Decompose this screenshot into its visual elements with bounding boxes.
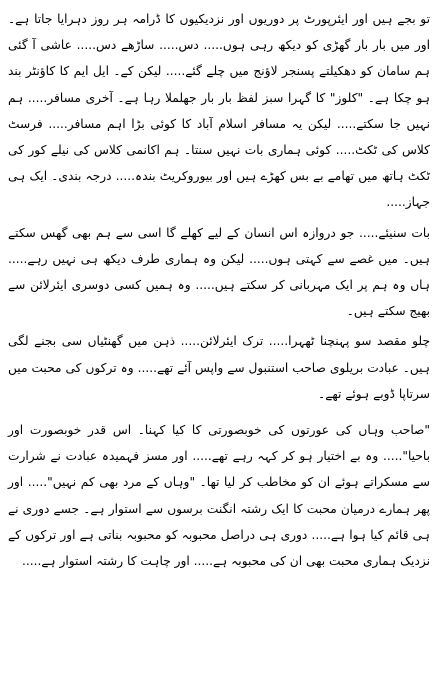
paragraph-request-at-counter: بات سنیئے..... جو دروازہ اس انسان کے لیے کھلے گا اسی سے ہم بھی گھس سکتے ہیں۔ میں غصے سے کہتی ہوں..... لیکن وہ ہماری طرف دیکھ ہی نہیں رہے..... ہاں وہ ہم پر ایک مہربانی کر سکتے ہیں..... وہ ہمیں کسی دوسری ایئرلائن سے بھیج سکتے ہیں۔ (8, 225, 430, 319)
paragraph-turkish-airline: چلو مقصد سو پہنچنا ٹھہرا..... ترک ایئرلائن..... ذہن میں گھنٹیاں سی بجنے لگی ہیں۔ عبادت بریلوی صاحب استنبول سے واپس آئے تھے..... وہ ترکوں کی محبت میں سرتاپا ڈوبے ہوئے تھے۔ (8, 334, 430, 401)
paragraph-turkish-women-quote: "صاحب وہاں کی عورتوں کی خوبصورتی کا کیا کہنا۔ اس قدر خوبصورت اور باحیا"..... وہ بے اختیار ہو کر کہہ رہے تھے..... اور مسز فہمیدہ عبادت نے شرارت سے مسکراتے ہوئے ان کو مخاطب کر لیا تھا۔ "وہاں کے مرد بھی کم نہیں"..... اور پھر ہمارے درمیان محبت کا ایک رشتہ انگنت برسوں سے استوار ہے۔ جسے دوری نے ہی قائم کیا ہوا ہے..... دوری ہی دراصل محبوبہ کو محبوبہ بناتی ہے اور ترکوں کے نزدیک ہماری محبت بھی ان کی محبوبہ ہے..... اور چاہت کا رشتہ استوار ہے..... (8, 423, 430, 569)
paragraph-airport-departure: تو بجے ہیں اور ایئرپورٹ پر دوریوں اور نزدیکیوں کا ڈرامہ ہر روز دہرایا جاتا ہے۔ اور میں بار بار گھڑی کو دیکھ رہی ہوں..... دس..... ساڑھے دس..... عاشی آ گئی ہم سامان کو دھکیلتے پسنجر لاؤنج میں چلے گئے..... لیکن کے۔ ایل ایم کا کاؤنٹر بند ہو چکا ہے۔ "کلوز" کا گہرا سبز لفظ بار بار جھلملا رہا ہے۔ آخری مسافر..... ہم نہیں جا سکتے..... لیکن یہ مسافر اسلام آباد کا کوئی بڑا اہم مسافر..... فرسٹ کلاس کی ٹکٹ..... کوئی ہماری بات نہیں سنتا۔ ہم اکانمی کلاس کی نیلے کور کی ٹکٹ ہاتھ میں تھامے بے بس کھڑے ہیں اور بیوروکریٹ بندہ..... درجہ بندی۔ ایک ہی جہاز..... (8, 12, 430, 210)
